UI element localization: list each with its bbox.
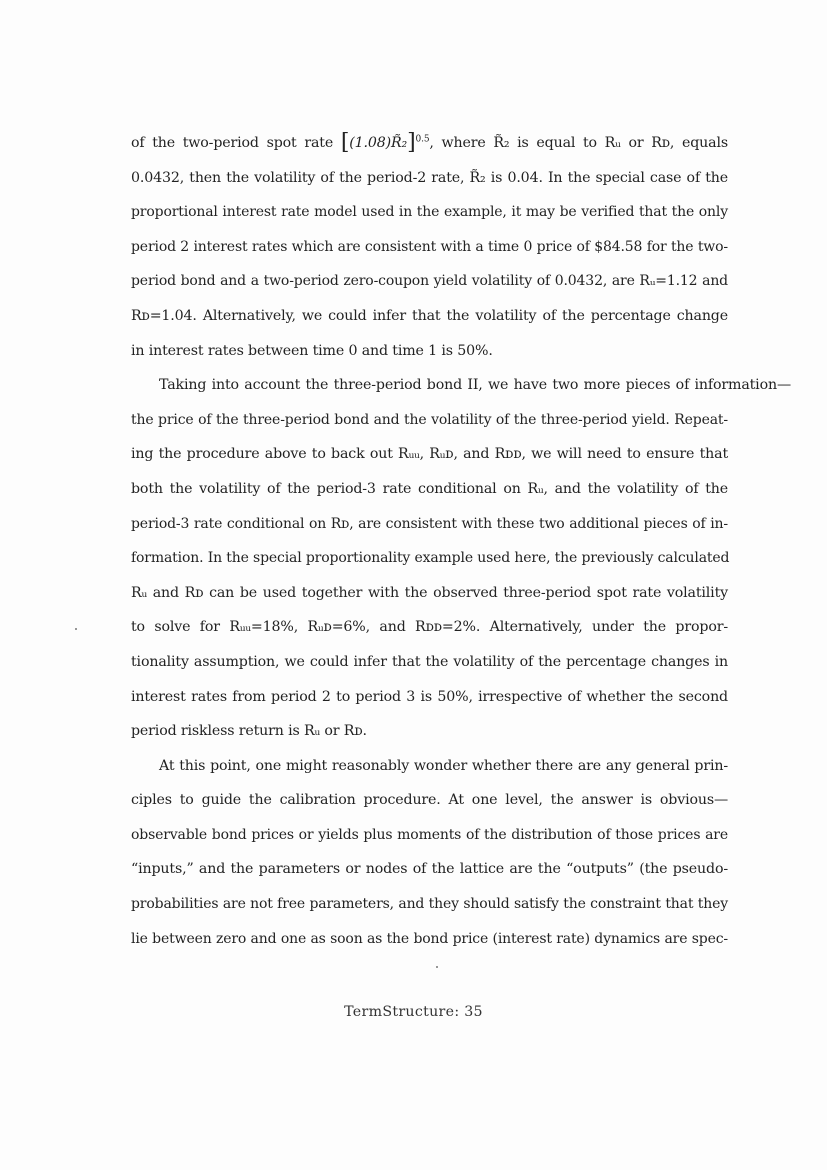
text-line: period bond and a two-period zero-coupon yield volatility of 0.0432, are Rᵤ=1.12 and — [131, 273, 728, 290]
text-line: Rᵤ and Rᴅ can be used together with the observed three-period spot rate volatility — [131, 584, 728, 601]
text-line: probabilities are not free parameters, and they should satisfy the constraint that they — [131, 896, 728, 913]
text-line: in interest rates between time 0 and time 1 is 50%. — [131, 342, 493, 359]
text-line: formation. In the special proportionality example used here, the previously calculated — [131, 550, 730, 567]
text-line: At this point, one might reasonably wonder whether there are any general prin- — [159, 757, 728, 774]
text-line: lie between zero and one as soon as the bond price (interest rate) dynamics are spec- — [131, 930, 728, 947]
text-line: interest rates from period 2 to period 3 is 50%, irrespective of whether the second — [131, 688, 728, 705]
text-line: of the two-period spot rate [(1.08)R̃₂]$^{0.5}$, where R̃₂ is equal to Rᵤ or Rᴅ, equals — [131, 130, 728, 155]
text-line: both the volatility of the period-3 rate conditional on Rᵤ, and the volatility of the — [131, 480, 728, 497]
text-line: to solve for Rᵤᵤ=18%, Rᵤᴅ=6%, and Rᴅᴅ=2%. Alternatively, under the propor- — [131, 619, 728, 636]
text-line: period 2 interest rates which are consistent with a time 0 price of $84.58 for the two- — [131, 238, 728, 255]
text-line: tionality assumption, we could infer that the volatility of the percentage changes in — [131, 653, 728, 670]
text-line: period riskless return is Rᵤ or Rᴅ. — [131, 723, 367, 740]
scan-speck — [436, 966, 438, 968]
text-line: the price of the three-period bond and the volatility of the three-period yield. Repeat- — [131, 411, 728, 428]
text-line: observable bond prices or yields plus moments of the distribution of those prices are — [131, 826, 728, 843]
scan-speck — [75, 628, 77, 630]
text-line: Rᴅ=1.04. Alternatively, we could infer that the volatility of the percentage change — [131, 307, 728, 324]
body-text — [131, 126, 791, 956]
page-footer: TermStructure: 35 — [344, 1004, 483, 1020]
text-line: period-3 rate conditional on Rᴅ, are consistent with these two additional pieces of in- — [131, 515, 728, 532]
text-line: Taking into account the three-period bond II, we have two more pieces of information— — [159, 377, 791, 394]
text-line: ing the procedure above to back out Rᵤᵤ, Rᵤᴅ, and Rᴅᴅ, we will need to ensure that — [131, 446, 728, 463]
text-line: “inputs,” and the parameters or nodes of the lattice are the “outputs” (the pseudo- — [131, 861, 728, 878]
text-line: 0.0432, then the volatility of the period-2 rate, R̃₂ is 0.04. In the special case of the — [131, 169, 728, 186]
text-line: ciples to guide the calibration procedure. At one level, the answer is obvious— — [131, 792, 728, 809]
text-line: proportional interest rate model used in the example, it may be verified that the only — [131, 204, 728, 221]
